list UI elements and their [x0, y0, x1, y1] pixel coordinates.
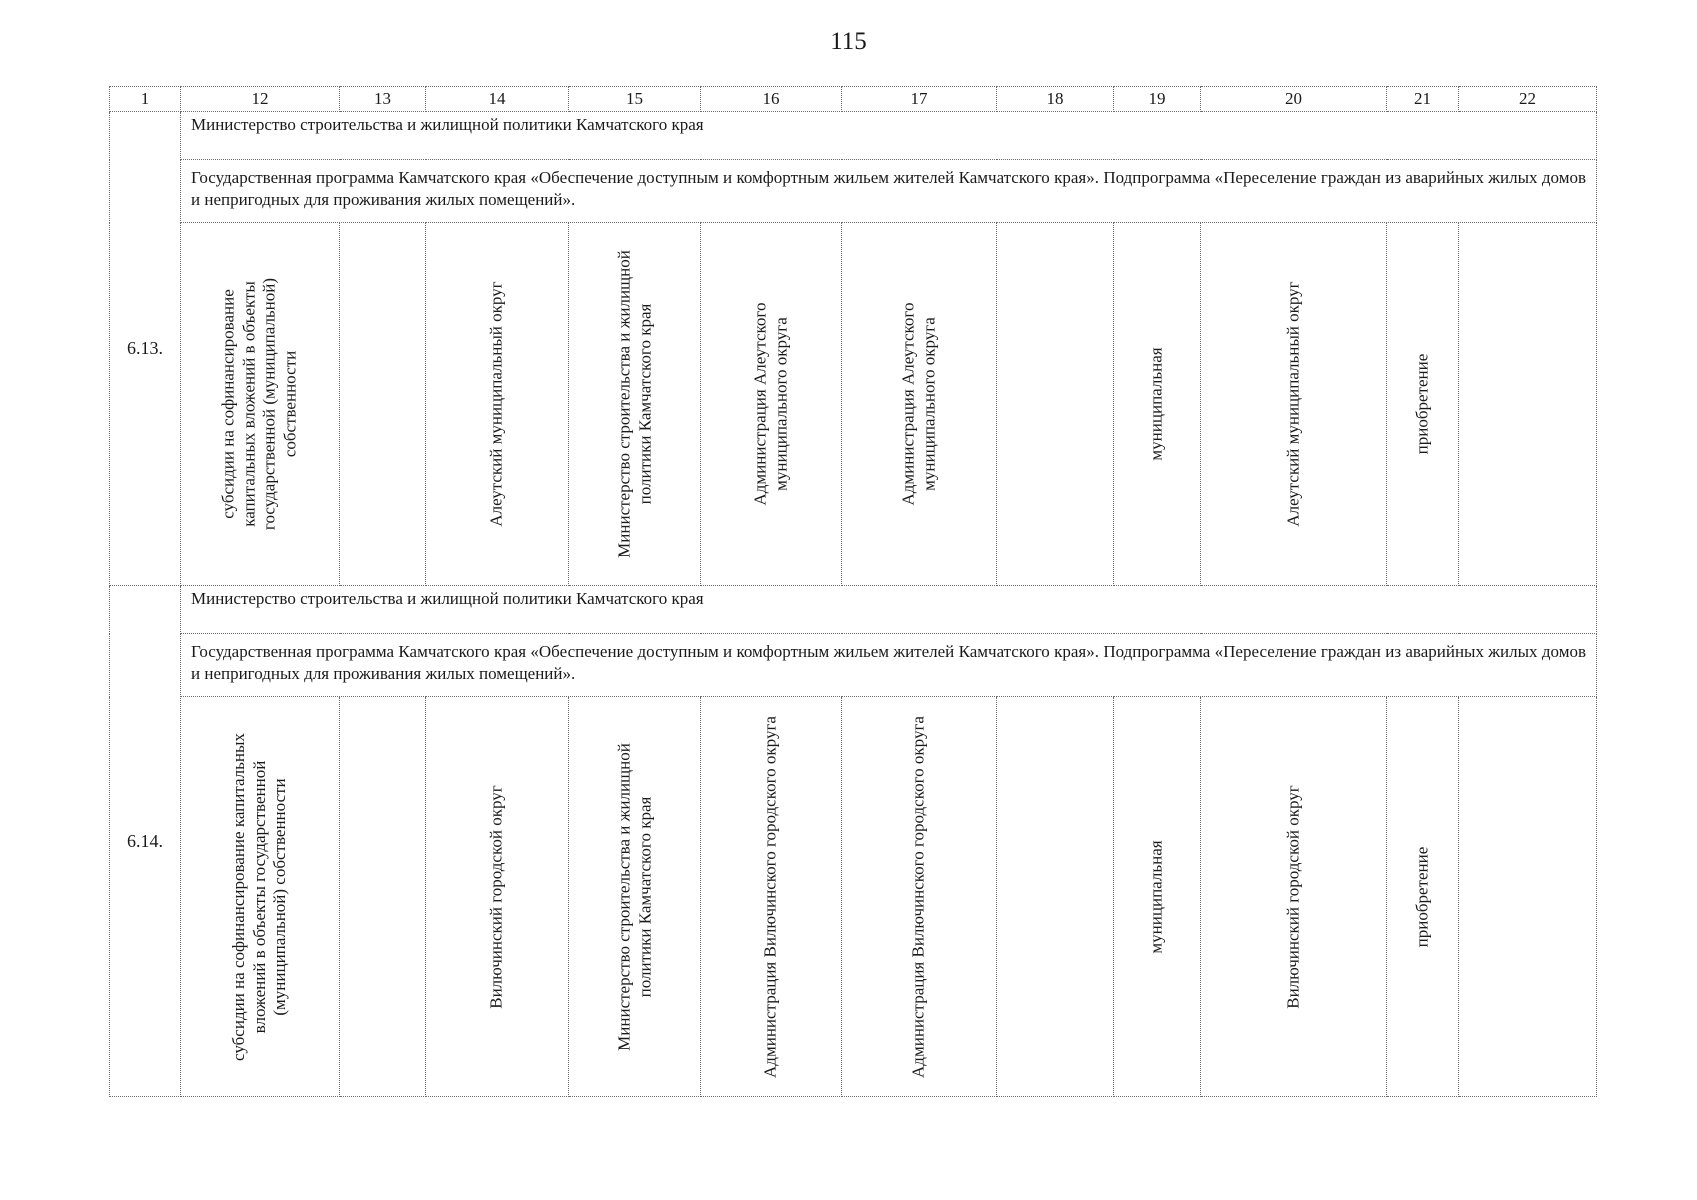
- municipality-cell: [426, 697, 569, 1097]
- action-cell: [1387, 697, 1459, 1097]
- column-header: 13: [340, 87, 426, 112]
- section-6-14-detail-row: [110, 697, 1597, 1097]
- section-6-13-program-row: [110, 160, 1597, 223]
- col22-cell: [1459, 223, 1597, 586]
- row-number: 6.13.: [110, 112, 181, 586]
- action-type: приобретение: [1412, 353, 1432, 455]
- col22-cell: [1459, 697, 1597, 1097]
- section-6-13-detail-row: [110, 223, 1597, 586]
- customer-cell: [842, 223, 997, 586]
- owner-municipality: Алеутский муниципальный округ: [1283, 281, 1303, 527]
- customer: Администрация Вилючинского городского округа: [908, 715, 928, 1078]
- ownership-cell: [1114, 223, 1201, 586]
- customer: Администрация Алеутского муниципального округа: [898, 302, 938, 506]
- column-header: 21: [1387, 87, 1459, 112]
- col13-cell: [340, 697, 426, 1097]
- funding-type-cell: [181, 223, 340, 586]
- administration-cell: [701, 697, 842, 1097]
- col18-cell: [997, 223, 1114, 586]
- column-header: 14: [426, 87, 569, 112]
- column-header: 20: [1201, 87, 1387, 112]
- ministry-cell: [569, 697, 701, 1097]
- page-number: 115: [830, 28, 867, 55]
- column-header: 18: [997, 87, 1114, 112]
- column-header: 12: [181, 87, 340, 112]
- col13-cell: [340, 223, 426, 586]
- municipality-cell: [426, 223, 569, 586]
- owner-cell: [1201, 223, 1387, 586]
- ministry-cell: [569, 223, 701, 586]
- action-cell: [1387, 223, 1459, 586]
- program-name: Государственная программа Камчатского края «Обеспечение доступным и комфортным жильем жителей Камчатского края». Подпрограмма «Переселение граждан из аварийных жилых домов и непригодных для проживания жилых помещений».: [181, 634, 1597, 697]
- funding-type-cell: [181, 697, 340, 1097]
- column-header: 15: [569, 87, 701, 112]
- program-name: Государственная программа Камчатского края «Обеспечение доступным и комфортным жильем жителей Камчатского края». Подпрограмма «Переселение граждан из аварийных жилых домов и непригодных для проживания жилых помещений».: [181, 160, 1597, 223]
- column-header: 22: [1459, 87, 1597, 112]
- ownership-cell: [1114, 697, 1201, 1097]
- section-6-13-ministry-row: [110, 112, 1597, 160]
- funding-type: субсидии на софинансирование капитальных вложений в объекты государственной (муниципальной) собственности: [218, 277, 300, 531]
- ministry-name: Министерство строительства и жилищной политики Камчатского края: [181, 586, 1597, 634]
- administration: Администрация Алеутского муниципального округа: [750, 302, 790, 506]
- responsible-ministry: Министерство строительства и жилищной политики Камчатского края: [613, 250, 654, 558]
- action-type: приобретение: [1412, 846, 1432, 947]
- column-number-row: [110, 87, 1597, 112]
- section-6-14-ministry-row: [110, 586, 1597, 634]
- customer-cell: [842, 697, 997, 1097]
- owner-municipality: Вилючинский городской округ: [1283, 784, 1303, 1009]
- responsible-ministry: Министерство строительства и жилищной политики Камчатского края: [613, 742, 654, 1051]
- section-6-14-program-row: [110, 634, 1597, 697]
- column-header: 16: [701, 87, 842, 112]
- row-number: 6.14.: [110, 586, 181, 1097]
- column-header: 17: [842, 87, 997, 112]
- ownership-type: муниципальная: [1146, 839, 1166, 954]
- administration-cell: [701, 223, 842, 586]
- owner-cell: [1201, 697, 1387, 1097]
- document-table: [109, 86, 1597, 1097]
- column-header: 1: [110, 87, 181, 112]
- col18-cell: [997, 697, 1114, 1097]
- ministry-name: Министерство строительства и жилищной политики Камчатского края: [181, 112, 1597, 160]
- ownership-type: муниципальная: [1146, 347, 1166, 461]
- municipality: Алеутский муниципальный округ: [486, 281, 506, 527]
- column-header: 19: [1114, 87, 1201, 112]
- funding-type: субсидии на софинансирование капитальных вложений в объекты государственной (муниципальной) собственности: [228, 732, 290, 1061]
- administration: Администрация Вилючинского городского округа: [760, 715, 780, 1078]
- municipality: Вилючинский городской округ: [486, 784, 506, 1009]
